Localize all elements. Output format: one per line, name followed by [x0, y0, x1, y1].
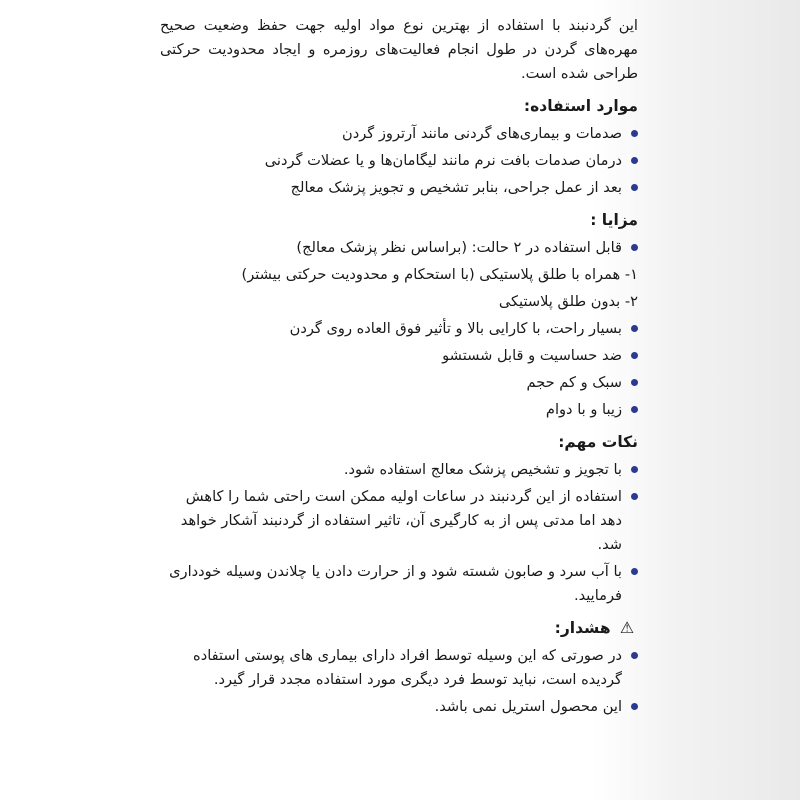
list-item: صدمات و بیماری‌های گردنی مانند آرتروز گردن	[160, 122, 638, 146]
warning-heading	[160, 616, 638, 640]
leaflet-content	[160, 14, 638, 800]
warning-title: هشدار:	[554, 619, 611, 637]
list-item: این محصول استریل نمی باشد.	[160, 695, 638, 719]
list-item: بسیار راحت، با کارایی بالا و تأثیر فوق العاده روی گردن	[160, 317, 638, 341]
benefits-features-list	[160, 317, 638, 422]
list-item: قابل استفاده در ۲ حالت: (براساس نظر پزشک معالج)	[160, 236, 638, 260]
mode-line: ۲- بدون طلق پلاستیکی	[498, 293, 638, 310]
uses-list	[160, 122, 638, 200]
list-item: با آب سرد و صابون شسته شود و از حرارت دادن یا چلاندن وسیله خودداری فرمایید.	[160, 560, 638, 608]
list-item: درمان صدمات بافت نرم مانند لیگامان‌ها و یا عضلات گردنی	[160, 149, 638, 173]
list-item: بعد از عمل جراحی، بنابر تشخیص و تجویز پزشک معالج	[160, 176, 638, 200]
list-item: در صورتی که این وسیله توسط افراد دارای بیماری های پوستی استفاده گردیده است، نباید توسط فرد دیگری مورد استفاده مجدد قرار گیرد.	[160, 644, 638, 692]
list-item: سبک و کم حجم	[160, 371, 638, 395]
mode-line: ۱- همراه با طلق پلاستیکی (با استحکام و محدودیت حرکتی بیشتر)	[241, 266, 638, 283]
warning-list	[160, 644, 638, 719]
list-item: ضد حساسیت و قابل شستشو	[160, 344, 638, 368]
list-item: زیبا و با دوام	[160, 398, 638, 422]
notes-heading: نکات مهم:	[558, 433, 638, 451]
benefits-heading: مزایا :	[590, 211, 638, 229]
uses-heading: موارد استفاده:	[523, 97, 638, 115]
notes-list	[160, 458, 638, 608]
intro-paragraph: این گردنبند با استفاده از بهترین نوع مواد اولیه جهت حفظ وضعیت صحیح مهره‌های گردن در طول انجام فعالیت‌های روزمره و ایجاد محدودیت حرکتی طراحی شده است.	[160, 17, 638, 82]
warning-triangle-icon: ⚠	[619, 618, 635, 637]
list-item: با تجویز و تشخیص پزشک معالج استفاده شود.	[160, 458, 638, 482]
list-item: استفاده از این گردنبند در ساعات اولیه ممکن است راحتی شما را کاهش دهد اما مدتی پس از به کارگیری آن، تاثیر استفاده از گردنبند آشکار خواهد شد.	[160, 485, 638, 557]
benefits-list	[160, 236, 638, 260]
